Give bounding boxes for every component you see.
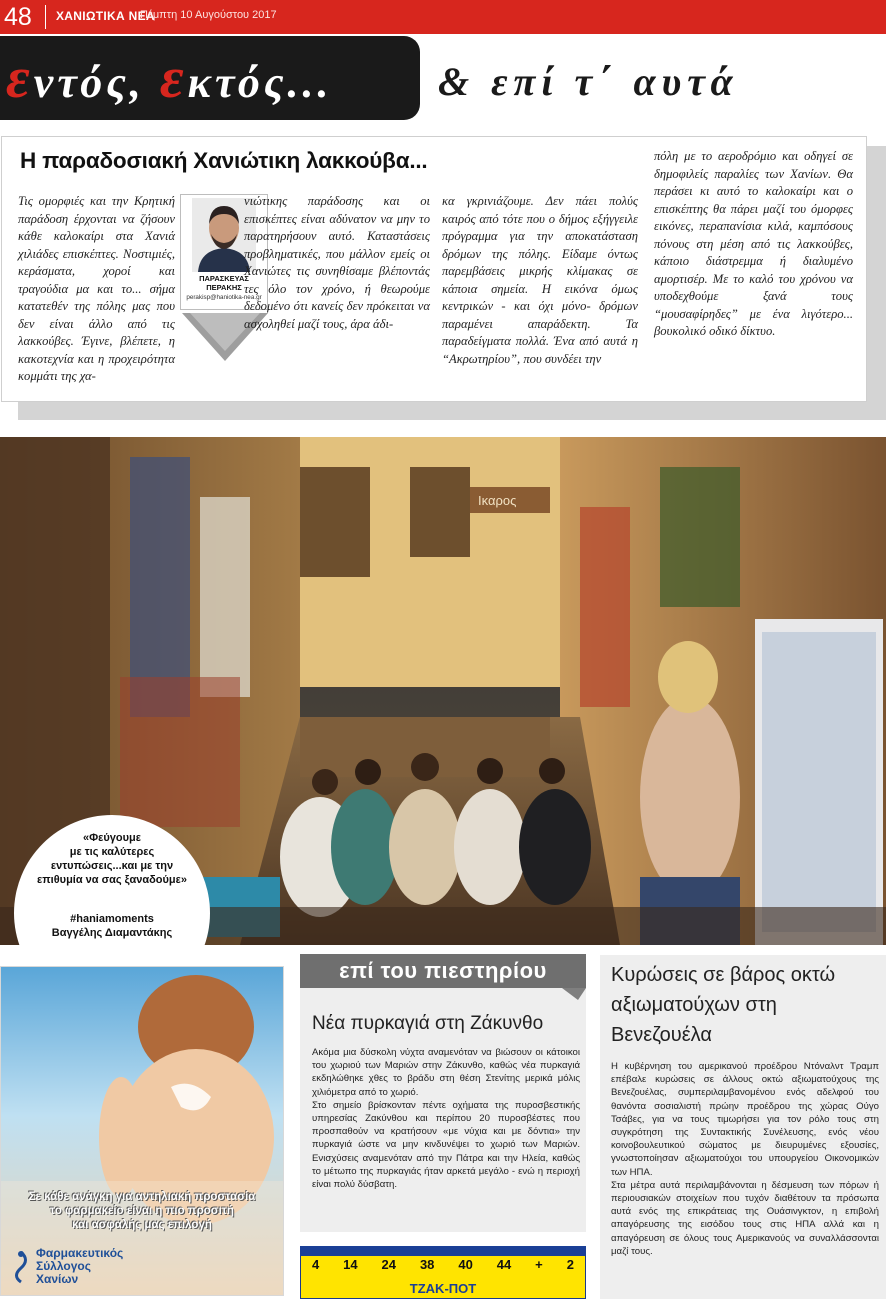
lotto-numbers	[300, 1257, 586, 1272]
lotto-number: 24	[381, 1257, 397, 1272]
section-title: εντός, εκτός...	[6, 45, 333, 110]
ad-slogan: Σε κάθε ανάγκη για αντηλιακή προστασία το φαρμακείο είναι η πιο προσιτή και ασφαλής μας επιλογή	[28, 1191, 256, 1231]
lotto-number: 44	[496, 1257, 512, 1272]
author-name: ΠΑΡΑΣΚΕΥΑΣ ΠΕΡΑΚΗΣ	[199, 274, 249, 292]
newspaper-name: ΧΑΝΙΩΤΙΚΑ ΝΕΑ	[56, 9, 155, 23]
pharmacy-logo-text: Φαρμακευτικός Σύλλογος Χανίων	[36, 1246, 124, 1286]
venezuela-body: Η κυβέρνηση του αμερικανού προέδρου Ντόναλντ Τραμπ επέβαλε κυρώσεις σε άλλους οκτώ αξιωματούχους της Βενεζουέλας, συμπεριλαμβανομένου ενός αδελφού του θανόντα σοσιαλιστή πρώην προέδρου της χώρας Ούγο Τσάβες, για να τους τιμωρήσει για τον ρόλο τους στη συγκρότηση της Συντακτικής Συνέλευσης, ενός νέου κοινοβουλευτικού σώματος με διευρυμένες εξουσίες, γνωστοποίησαν αξιωματούχοι του υπουργείου Οικονομικών των ΗΠΑ. Στα μέτρα αυτά περιλαμβάνονται η δέσμευση των πόρων ή περιουσιακών στοιχείων που τυχόν διαθέτουν τα πρόσωπα αυτά ενός της επικράτειας της Ουάσινγκτον, η επιβολή απαγόρευσης της εισόδου τους στις ΗΠΑ αλλά και η απαγόρευση σε όλους τους Αμερικανούς να συναλλάσσονται μαζί τους.	[611, 1061, 879, 1257]
lotto-header	[300, 1246, 586, 1256]
lotto-number: 14	[343, 1257, 358, 1272]
lotto-number: 4	[311, 1257, 320, 1272]
lotto-number: 38	[419, 1257, 435, 1272]
fire-article-body: Ακόμα μια δύσκολη νύχτα αναμενόταν να βιώσουν οι κάτοικοι του χωριού των Μαριών στην Ζάκυνθο, καθώς νέα πυρκαγιά εκδηλώθηκε χθες το βράδυ στη θέση Στενίτης μερικά μόλις χιλιόμετρα από το χωριό. Στο σημείο βρίσκονταν πέντε οχήματα της πυροσβεστικής υπηρεσίας Ζακύνθου και περίπου 20 πυροσβέστες που προσπαθούν να κρατήσουν «με νύχια και με δόντια» την πυρκαγιά ώστε να μην κινδυνέψει το χωριό των Μαριών. Ενισχύσεις αναμενόταν από την Πάτρα και την Ηλεία, καθώς το μέτωπο της πυρκαγιάς ήταν αρκετά μεγάλο - ενώ η περιοχή είναι πολύ δύσβατη.	[312, 1047, 580, 1191]
article-column-1: Τις ομορφιές και την Κρητική παράδοση έρχονται να ζήσουν κάθε καλοκαίρι στα Χανιά χιλιάδες επισκέπτες. Νοστιμιές, κεράσματα, χοροί και τραγούδια μα και το... σήμα κατατεθέν της πόλης μας που δεν είναι άλλο από τις λακκούβες. Έγινε, βλέπετε, η κακοτεχνία και η προχειρότητα κομμάτι της χα-	[18, 194, 175, 383]
article-column-4: πόλη με το αεροδρόμιο και οδηγεί σε δημοφιλείς παραλίες των Χανίων. Θα περάσει κι αυτό το καλοκαίρι και ο επισκέπτης θα πάρει μαζί του όμορφες εικόνες, περαπανίσια κιλά, καμπόσους πόνους στη μέση από τις λακκούβες, κάποιο διάστρεμμα ή διαλυμένο αμορτισέρ. Με το καλό του χρόνου να υποδεχθούμε ξανά τους “μουσαφίρηδες” με ένα λιγότερο... βουκολικό οδικό δίκτυο.	[654, 149, 853, 338]
photo-credit: #haniamoments Βαγγέλης Διαμαντάκης	[51, 913, 173, 939]
lotto-number: 40	[458, 1257, 473, 1272]
top-separator	[45, 5, 46, 29]
lotto-joker: 2	[566, 1257, 574, 1272]
article-column-3: κα γκρινιάζουμε. Δεν πάει πολύς καιρός από τότε που ο δήμος εξήγγειλε πρόγραμμα για την αποκατάσταση δρόμων της πόλης. Είδαμε όντως παρεμβάσεις μικρής κλίμακας σε κάποια σημεία. Η εικόνα όμως κεντρικών - και όχι μόνο- δρόμων παραμένει απαράδεκτη. Τα παραδείγματα πολλά. Ένα από αυτά η “Ακρωτηρίου”, που συνδέει την	[442, 194, 638, 366]
photo-sign: Ικαρος	[478, 493, 517, 508]
lotto-jackpot: ΤΖΑΚ-ΠΟΤ	[409, 1281, 477, 1296]
section-subtitle: & επί τ΄ αυτά	[438, 59, 739, 104]
pharmacy-logo-icon	[8, 1250, 34, 1284]
author-email: perakisp@haniotika-nea.gr	[186, 294, 262, 301]
venezuela-title: Κυρώσεις σε βάρος οκτώ αξιωματούχων στη Βενεζουέλα	[611, 964, 836, 1046]
press-label: επί του πιεστηρίου	[339, 958, 547, 983]
lotto-jackpot-row	[300, 1279, 586, 1299]
article-title: Η παραδοσιακή Χανιώτικη λακκούβα...	[20, 148, 428, 173]
page-number: 48	[4, 3, 32, 31]
issue-date: Πέμπτη 10 Αυγούστου 2017	[140, 9, 277, 21]
photo-quote: «Φεύγουμε με τις καλύτερες εντυπώσεις...και με την επιθυμία να σας ξαναδούμε»	[37, 832, 187, 886]
lotto-plus: +	[535, 1257, 543, 1272]
fire-article-title: Νέα πυρκαγιά στη Ζάκυνθο	[312, 1013, 544, 1034]
article-column-2: νιώτικης παράδοσης και οι επισκέπτες είναι αδύνατον να μην το παρατηρήσουν αυτό. Καταστάσεις προβληματικές, που μάλλον εμείς οι Χανιώτες τις συνηθίσαμε βλέποντάς τες όλο τον χρόνο, ή θεωρούμε δεδομένο ότι κανείς δεν πρόκειται να ασχοληθεί μαζί τους, άρα άδι-	[244, 194, 430, 331]
